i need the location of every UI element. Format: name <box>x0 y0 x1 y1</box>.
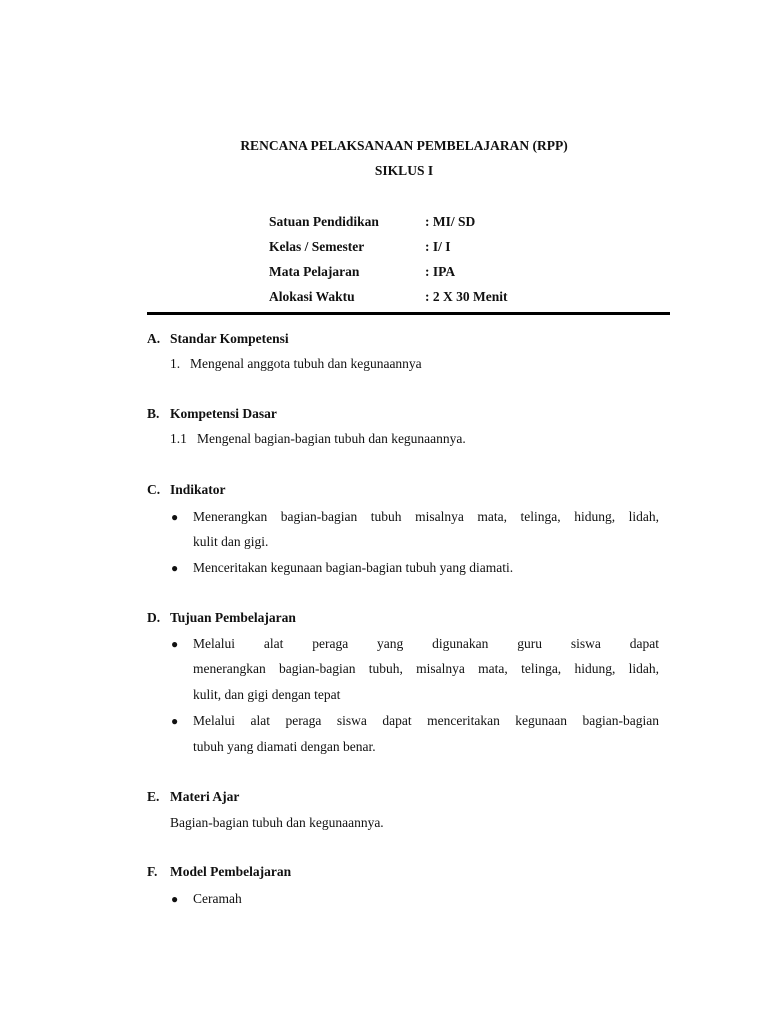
bullet-icon: ● <box>171 714 179 728</box>
list-item: Melalui alat peraga siswa dapat menceritakan kegunaan bagian-bagian <box>193 713 659 728</box>
section-letter: F. <box>147 864 158 879</box>
document-subtitle: SIKLUS I <box>374 163 434 178</box>
section-heading: Model Pembelajaran <box>170 864 292 879</box>
bullet-icon: ● <box>171 561 179 575</box>
list-item: tubuh yang diamati dengan benar. <box>193 739 376 754</box>
list-item: kulit, dan gigi dengan tepat <box>193 687 341 702</box>
list-item: Melalui alat peraga yang digunakan guru siswa dapat <box>193 636 659 651</box>
list-number: 1. <box>170 356 181 371</box>
info-label: Alokasi Waktu <box>269 289 355 304</box>
list-item: Mengenal bagian-bagian tubuh dan kegunaannya. <box>197 431 466 446</box>
section-heading: Indikator <box>170 482 226 497</box>
section-heading: Standar Kompetensi <box>170 331 289 346</box>
list-item: Ceramah <box>193 891 242 906</box>
list-item: Menceritakan kegunaan bagian-bagian tubuh yang diamati. <box>193 560 514 575</box>
header-divider <box>147 312 670 315</box>
section-letter: C. <box>147 482 161 497</box>
section-letter: B. <box>147 406 160 421</box>
list-item: Menerangkan bagian-bagian tubuh misalnya mata, telinga, hidung, lidah, <box>193 509 659 524</box>
info-value: : MI/ SD <box>425 214 476 229</box>
section-heading: Materi Ajar <box>170 789 240 804</box>
list-item: kulit dan gigi. <box>193 534 269 549</box>
info-label: Satuan Pendidikan <box>269 214 379 229</box>
info-label: Mata Pelajaran <box>269 264 360 279</box>
info-value: : I/ I <box>425 239 451 254</box>
bullet-icon: ● <box>171 637 179 651</box>
document-title: RENCANA PELAKSANAAN PEMBELAJARAN (RPP) <box>240 138 568 153</box>
section-letter: E. <box>147 789 160 804</box>
section-heading: Kompetensi Dasar <box>170 406 277 421</box>
section-letter: D. <box>147 610 161 625</box>
list-item: Mengenal anggota tubuh dan kegunaannya <box>190 356 422 371</box>
bullet-icon: ● <box>171 510 179 524</box>
section-heading: Tujuan Pembelajaran <box>170 610 296 625</box>
list-number: 1.1 <box>170 431 187 446</box>
info-label: Kelas / Semester <box>269 239 365 254</box>
info-value: : IPA <box>425 264 456 279</box>
info-value: : 2 X 30 Menit <box>425 289 508 304</box>
list-item: menerangkan bagian-bagian tubuh, misalnya mata, telinga, hidung, lidah, <box>193 661 659 676</box>
section-text: Bagian-bagian tubuh dan kegunaannya. <box>170 815 384 830</box>
section-letter: A. <box>147 331 161 346</box>
bullet-icon: ● <box>171 892 179 906</box>
